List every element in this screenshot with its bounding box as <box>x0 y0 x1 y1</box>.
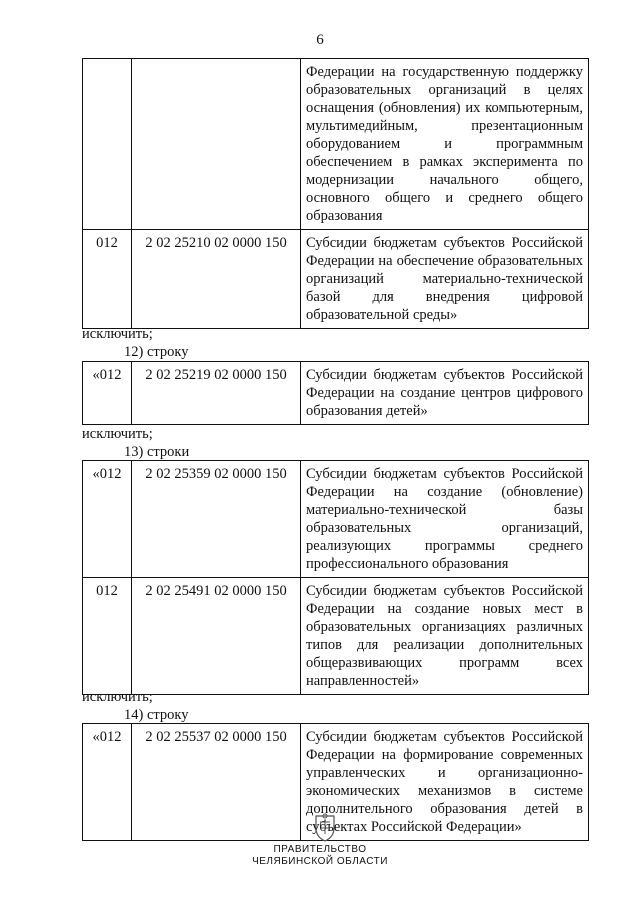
table-row <box>83 461 589 578</box>
budget-code-cell: 2 02 25491 02 0000 150 <box>132 578 301 695</box>
footer-line-2: ЧЕЛЯБИНСКОЙ ОБЛАСТИ <box>252 856 388 867</box>
item-12-label: 12) строку <box>124 344 189 360</box>
footer-line-1: ПРАВИТЕЛЬСТВО <box>273 844 367 855</box>
table-row <box>83 578 589 695</box>
income-name-cell: Субсидии бюджетам субъектов Российской Федерации на создание центров цифрового образования детей» <box>301 362 589 425</box>
admin-code-cell: 012 <box>83 230 132 329</box>
page-number: 6 <box>316 32 324 48</box>
codes-table-1 <box>82 58 589 329</box>
budget-code-cell: 2 02 25537 02 0000 150 <box>132 724 301 841</box>
income-name-cell: Субсидии бюджетам субъектов Российской Федерации на обеспечение образовательных организаций материально-технической базой для внедрения цифровой образовательной среды» <box>301 230 589 329</box>
budget-code-cell: 2 02 25210 02 0000 150 <box>132 230 301 329</box>
codes-table-3 <box>82 460 589 695</box>
table-row <box>83 59 589 230</box>
admin-code-cell <box>83 59 132 230</box>
item-14-label: 14) строку <box>124 707 189 723</box>
admin-code-cell: «012 <box>83 362 132 425</box>
table-row <box>83 362 589 425</box>
income-name-cell: Субсидии бюджетам субъектов Российской Федерации на создание новых мест в образовательных организациях различных типов для реализации дополнительных общеразвивающих программ всех направленностей» <box>301 578 589 695</box>
budget-code-cell: 2 02 25359 02 0000 150 <box>132 461 301 578</box>
income-name-cell: Субсидии бюджетам субъектов Российской Федерации на формирование современных управленческих и организационно-экономических механизмов в системе дополнительного образования детей в субъектах Российской Федерации» <box>301 724 589 841</box>
income-name-cell: Федерации на государственную поддержку образовательных организаций в целях оснащения (обновления) их компьютерным, мультимедийным, презентационным оборудованием и программным обеспечением в рамках эксперимента по модернизации начального общего, основного общего и среднего общего образования <box>301 59 589 230</box>
codes-table-2 <box>82 361 589 425</box>
exclude-note: исключить; <box>82 426 153 442</box>
admin-code-cell: 012 <box>83 578 132 695</box>
exclude-note: исключить; <box>82 326 153 342</box>
coat-of-arms-seal-icon <box>313 812 337 842</box>
admin-code-cell: «012 <box>83 724 132 841</box>
table-row <box>83 230 589 329</box>
budget-code-cell: 2 02 25219 02 0000 150 <box>132 362 301 425</box>
budget-code-cell <box>132 59 301 230</box>
exclude-note: исключить; <box>82 689 153 705</box>
item-13-label: 13) строки <box>124 444 190 460</box>
admin-code-cell: «012 <box>83 461 132 578</box>
income-name-cell: Субсидии бюджетам субъектов Российской Федерации на создание (обновление) материально-технической базы образовательных организаций, реализующих программы среднего профессионального образования <box>301 461 589 578</box>
